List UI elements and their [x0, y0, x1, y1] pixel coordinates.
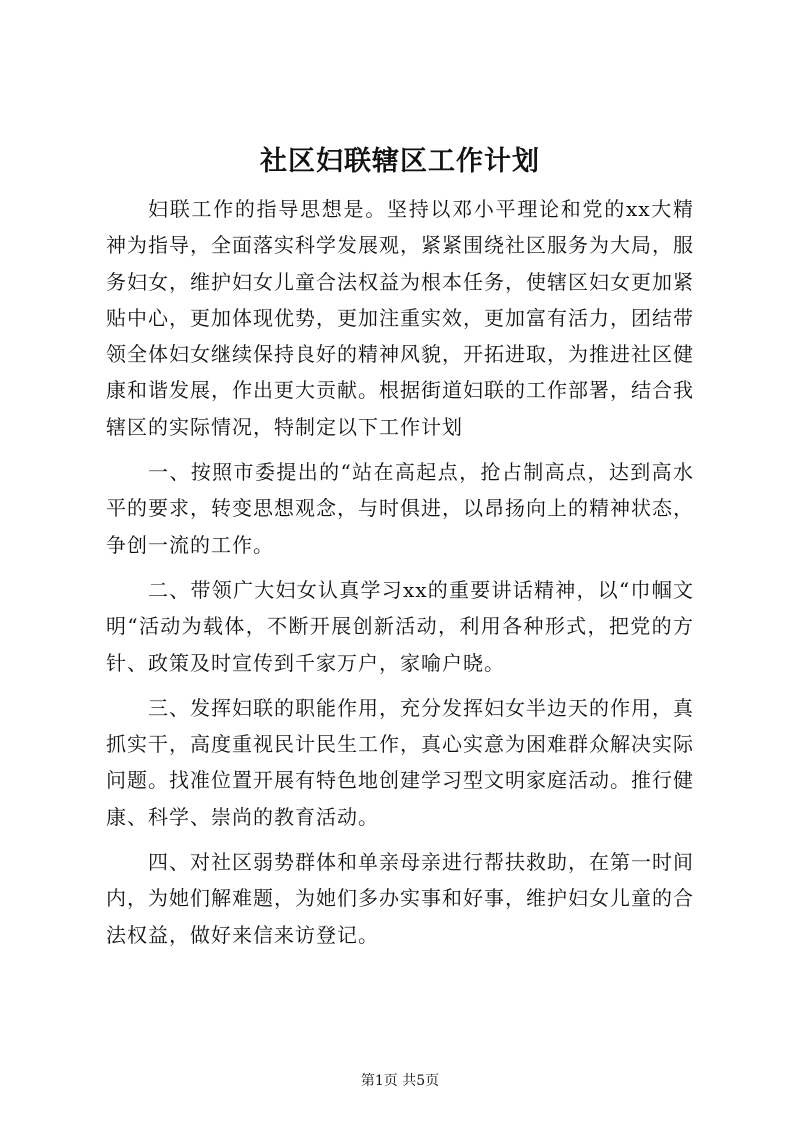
document-title: 社区妇联辖区工作计划 — [260, 146, 540, 177]
document-body — [106, 191, 694, 962]
paragraph-guiding-ideology: 妇联工作的指导思想是。坚持以邓小平理论和党的xx大精神为指导，全面落实科学发展观，紧紧围绕社区服务为大局，服务妇女，维护妇女儿童合法权益为根本任务，使辖区妇女更加紧贴中心，更加体现优势，更加注重实效，更加富有活力，团结带领全体妇女继续保持良好的精神风貌，开拓进取，为推进社区健康和谐发展，作出更大贡献。根据街道妇联的工作部署，结合我辖区的实际情况，特制定以下工作计划 — [106, 197, 694, 439]
paragraph-item-1: 一、按照市委提出的“站在高起点，抢占制高点，达到高水平的要求，转变思想观念，与时俱进，以昂扬向上的精神状态，争创一流的工作。 — [106, 460, 694, 557]
page-footer — [0, 1071, 800, 1091]
paragraph-item-3: 三、发挥妇联的职能作用，充分发挥妇女半边天的作用，真抓实干，高度重视民计民生工作，真心实意为困难群众解决实际问题。找准位置开展有特色地创建学习型文明家庭活动。推行健康、科学、崇尚的教育活动。 — [106, 695, 694, 829]
paragraph-item-2: 二、带领广大妇女认真学习xx的重要讲话精神，以“巾帼文明“活动为载体，不断开展创新活动，利用各种形式，把党的方针、政策及时宣传到千家万户，家喻户晓。 — [106, 577, 694, 675]
page-number-label: 第1页 共5页 — [360, 1073, 440, 1089]
paragraph-item-4: 四、对社区弱势群体和单亲母亲进行帮扶救助，在第一时间内，为她们解难题，为她们多办实事和好事，维护妇女儿童的合法权益，做好来信来访登记。 — [106, 850, 694, 947]
